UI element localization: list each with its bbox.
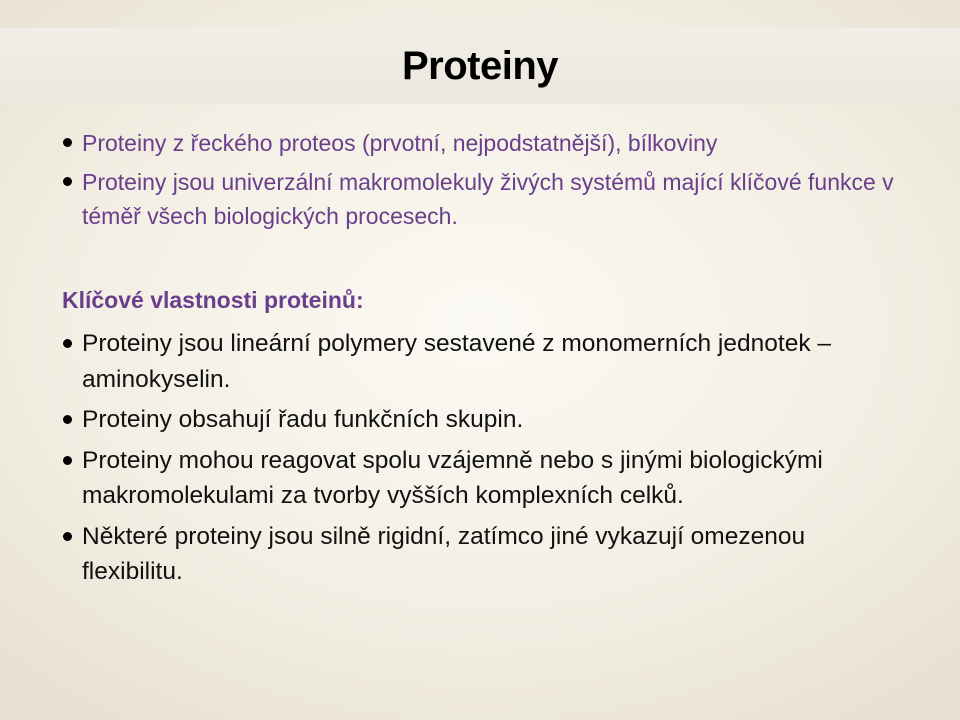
bullet-text: Proteiny z řeckého proteos (prvotní, nejpodstatnější), bílkoviny <box>82 130 718 156</box>
bullet-text: Proteiny obsahují řadu funkčních skupin. <box>82 406 524 433</box>
bullet-dot-icon <box>63 138 72 147</box>
title-band <box>0 28 960 104</box>
property-bullet-list <box>62 326 912 590</box>
bullet-dot-icon <box>63 415 72 424</box>
slide-content <box>62 126 912 595</box>
bullet-item <box>62 519 912 590</box>
bullet-text: Proteiny jsou univerzální makromolekuly živých systémů mající klíčové funkce v téměř všech biologických procesech. <box>82 169 894 229</box>
bullet-item <box>62 402 912 438</box>
bullet-dot-icon <box>63 456 72 465</box>
intro-bullet-list <box>62 126 912 233</box>
bullet-text: Proteiny jsou lineární polymery sestavené z monomerních jednotek – aminokyselin. <box>82 330 831 393</box>
bullet-dot-icon <box>63 532 72 541</box>
bullet-text: Některé proteiny jsou silně rigidní, zatímco jiné vykazují omezenou flexibilitu. <box>82 522 806 585</box>
bullet-item <box>62 443 912 514</box>
slide-title: Proteiny <box>401 44 559 88</box>
section-heading: Klíčové vlastnosti proteinů: <box>62 287 364 313</box>
bullet-item <box>62 165 912 233</box>
bullet-text: Proteiny mohou reagovat spolu vzájemně nebo s jinými biologickými makromolekulami za tvorby vyšších komplexních celků. <box>82 446 823 509</box>
bullet-item <box>62 126 912 160</box>
bullet-item <box>62 326 912 397</box>
bullet-dot-icon <box>63 339 72 348</box>
bullet-dot-icon <box>63 177 72 186</box>
